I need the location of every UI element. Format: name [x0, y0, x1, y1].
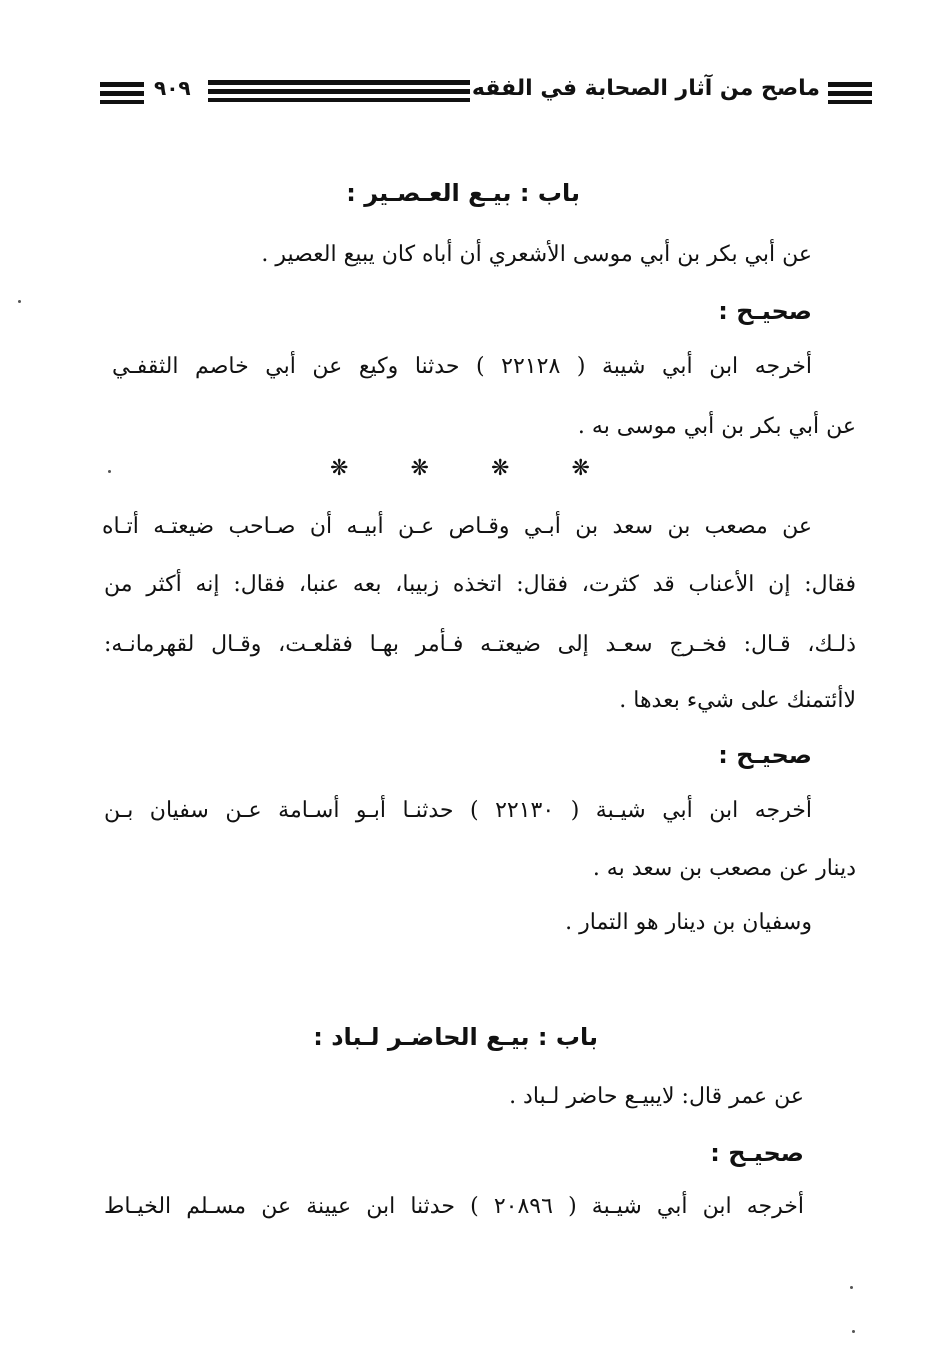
header-rule	[828, 82, 872, 87]
asterism-icon: ❋	[571, 456, 590, 481]
scan-speck	[18, 300, 21, 303]
chapter-heading: باب : بيـع الحاضـر لـباد :	[313, 1023, 598, 1051]
asterism-icon: ❋	[410, 456, 429, 481]
header-title: ماصح من آثار الصحابة في الفقه	[471, 76, 820, 101]
header-rule	[208, 89, 470, 94]
note-text: وسفيان بن دينار هو التمار .	[565, 910, 812, 935]
section-separator	[330, 456, 590, 481]
takhrij-text: دينار عن مصعب بن سعد به .	[592, 856, 856, 881]
header-rule	[208, 80, 470, 85]
chapter-heading: باب : بيـع العـصـير :	[346, 179, 580, 207]
narration-text: عن أبي بكر بن أبي موسى الأشعري أن أباه كان يبيع العصير .	[261, 242, 812, 267]
scan-speck	[108, 470, 111, 473]
running-header	[100, 74, 872, 110]
scan-speck	[850, 1286, 853, 1289]
header-rule	[828, 91, 872, 96]
narration-text: لاأئتمنك على شيء بعدها .	[619, 688, 856, 713]
takhrij-text: أخرجه ابن أبي شيبة ( ٢٢١٢٨ ) حدثنا وكيع عن أبي خاصم الثقفـي	[112, 354, 812, 379]
page-number: ٩٠٩	[154, 76, 191, 100]
header-rule	[100, 100, 144, 104]
takhrij-text: أخرجه ابن أبي شيـبة ( ٢٠٨٩٦ ) حدثنا ابن عيينة عن مسـلم الخيـاط	[104, 1194, 804, 1219]
narration-text: ذلـك، قـال: فخـرج سعـد إلى ضيعتـه فـأمر بهـا فقلعـت، وقـال لقهرمانـه:	[104, 632, 856, 657]
header-rule	[208, 98, 470, 102]
header-rule	[100, 91, 144, 96]
narration-text: عن عمر قال: لايبيـع حاضر لـباد .	[509, 1084, 804, 1109]
takhrij-text: أخرجه ابن أبي شيـبة ( ٢٢١٣٠ ) حدثنـا أبـو أسـامة عـن سفيان بـن	[104, 798, 812, 823]
asterism-icon: ❋	[491, 456, 510, 481]
header-rule	[100, 82, 144, 87]
asterism-icon: ❋	[330, 456, 349, 481]
grading-label: صحيـح :	[718, 741, 812, 769]
grading-label: صحيـح :	[710, 1139, 804, 1167]
header-rule	[828, 100, 872, 104]
narration-text: عن مصعب بن سعد بن أبـي وقـاص عـن أبيـه أن صـاحب ضيعتـه أتـاه	[102, 514, 812, 539]
narration-text: فقال: إن الأعناب قد كثرت، فقال: اتخذه زبيبا، بعه عنبا، فقال: إنه أكثر من	[104, 572, 856, 597]
grading-label: صحيـح :	[718, 297, 812, 325]
scan-speck	[852, 1330, 855, 1333]
takhrij-text: عن أبي بكر بن أبي موسى به .	[577, 414, 856, 439]
